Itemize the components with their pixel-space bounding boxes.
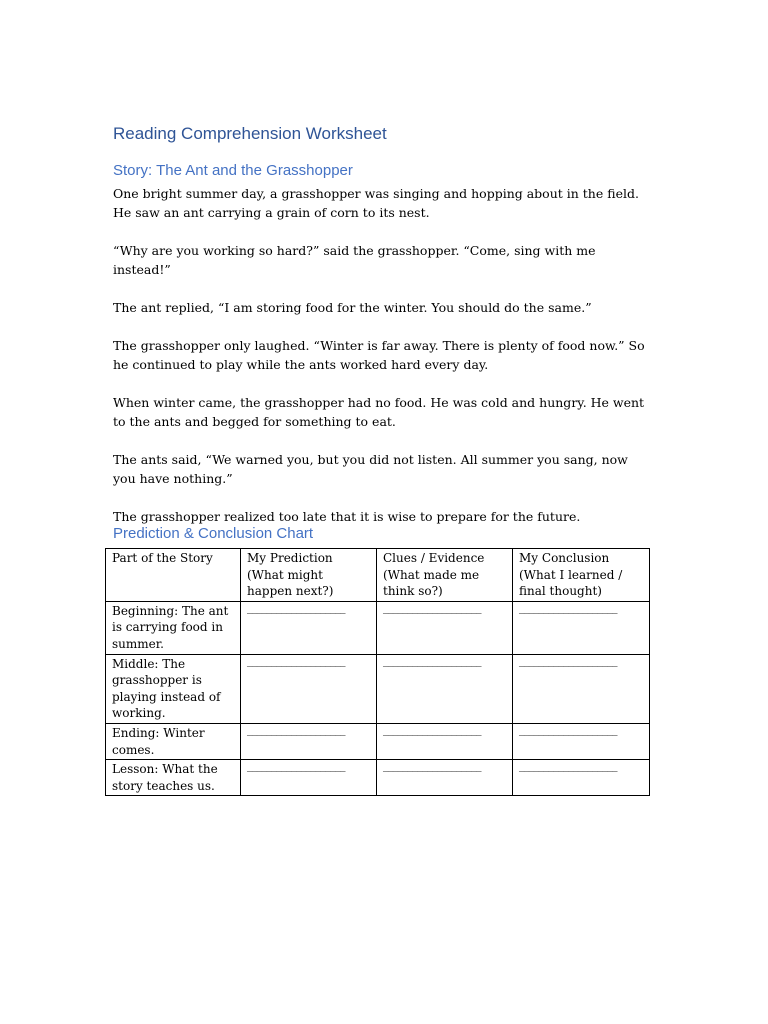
story-paragraph: “Why are you working so hard?” said the grasshopper. “Come, sing with me instead!” (113, 243, 596, 277)
answer-blank[interactable]: ____________________ (513, 601, 650, 654)
story-paragraph: When winter came, the grasshopper had no food. He was cold and hungry. He went to the ants and begged for something to eat. (113, 395, 645, 429)
table-header-row (106, 549, 650, 602)
story-body (113, 184, 653, 545)
header-my-conclusion: My Conclusion (What I learned / final thought) (513, 549, 650, 602)
answer-blank[interactable]: ____________________ (377, 654, 513, 723)
header-clues-evidence: Clues / Evidence (What made me think so?) (377, 549, 513, 602)
story-paragraph: One bright summer day, a grasshopper was singing and hopping about in the field. He saw an ant carrying a grain of corn to its nest. (113, 186, 639, 220)
answer-blank[interactable]: ____________________ (241, 760, 377, 796)
row-label: Lesson: What the story teaches us. (106, 760, 241, 796)
story-paragraph: The ants said, “We warned you, but you did not listen. All summer you sang, now you have nothing.” (113, 452, 628, 486)
row-label: Ending: Winter comes. (106, 723, 241, 759)
story-paragraph: The grasshopper only laughed. “Winter is far away. There is plenty of food now.” So he continued to play while the ants worked hard every day. (113, 338, 645, 372)
header-my-prediction: My Prediction (What might happen next?) (241, 549, 377, 602)
answer-blank[interactable]: ____________________ (513, 654, 650, 723)
story-paragraph: The grasshopper realized too late that it is wise to prepare for the future. (113, 509, 581, 524)
table-row (106, 723, 650, 759)
answer-blank[interactable]: ____________________ (377, 760, 513, 796)
answer-blank[interactable]: ____________________ (377, 601, 513, 654)
table-row (106, 601, 650, 654)
answer-blank[interactable]: ____________________ (513, 723, 650, 759)
answer-blank[interactable]: ____________________ (241, 601, 377, 654)
row-label: Beginning: The ant is carrying food in summer. (106, 601, 241, 654)
chart-heading: Prediction & Conclusion Chart (113, 525, 314, 542)
prediction-conclusion-table (105, 548, 650, 796)
header-part-of-story: Part of the Story (106, 549, 241, 602)
table-row (106, 760, 650, 796)
answer-blank[interactable]: ____________________ (377, 723, 513, 759)
answer-blank[interactable]: ____________________ (513, 760, 650, 796)
table-row (106, 654, 650, 723)
story-paragraph: The ant replied, “I am storing food for the winter. You should do the same.” (113, 300, 592, 315)
answer-blank[interactable]: ____________________ (241, 723, 377, 759)
row-label: Middle: The grasshopper is playing instead of working. (106, 654, 241, 723)
worksheet-title: Reading Comprehension Worksheet (113, 124, 387, 143)
story-heading: Story: The Ant and the Grasshopper (113, 162, 353, 179)
answer-blank[interactable]: ____________________ (241, 654, 377, 723)
